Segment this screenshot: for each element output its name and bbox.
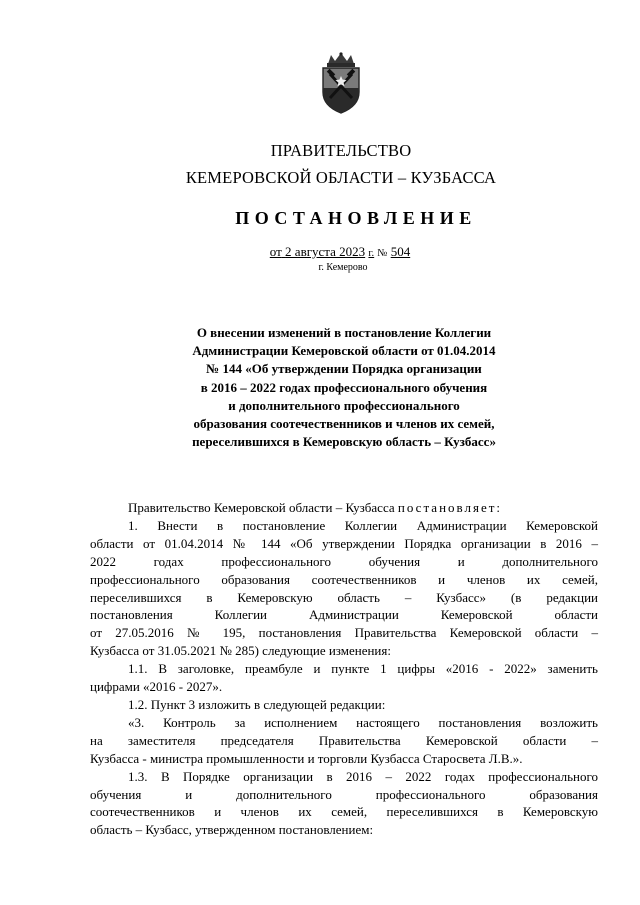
org-name-line-2: КЕМЕРОВСКОЙ ОБЛАСТИ – КУЗБАССА <box>185 168 497 187</box>
title-line: переселившихся в Кемеровскую область – Кузбасс» <box>192 434 496 450</box>
paragraph-1-line: 1. Внести в постановление Коллегии Администрации Кемеровской <box>128 517 598 533</box>
year-suffix: г. <box>368 248 375 259</box>
kuzbass-coat-of-arms-icon <box>314 52 368 114</box>
paragraph-1-3-line: 1.3. В Порядке организации в 2016 – 2022 годах профессионального <box>128 768 598 784</box>
paragraph-1-line: профессионального образования соотечественников и членов их семей, <box>90 571 598 587</box>
paragraph-1-2-quote-line: на заместителя председателя Правительства Кемеровской области – <box>90 732 598 748</box>
title-line: О внесении изменений в постановление Коллегии <box>196 325 492 340</box>
issue-city: г. Кемерово <box>318 262 368 273</box>
intro-paragraph <box>90 499 598 517</box>
paragraph-1-line: от 27.05.2016 № 195, постановления Правительства Кемеровской области – <box>90 625 598 641</box>
title-line: № 144 «Об утверждении Порядка организации <box>206 361 482 377</box>
paragraph-1-line: постановления Коллегии Администрации Кемеровской области <box>90 607 598 623</box>
document-number: 504 <box>390 244 411 259</box>
paragraph-1-3-line: обучения и дополнительного профессионального образования <box>90 786 598 802</box>
paragraph-1-line: области от 01.04.2014 № 144 «Об утверждении Порядка организации в 2016 – <box>90 535 598 551</box>
title-line: в 2016 – 2022 годах профессионального обучения <box>200 379 488 395</box>
paragraph-1-line: Кузбасса от 31.05.2021 № 285) следующие изменения: <box>90 643 391 659</box>
intro-text: Правительство Кемеровской области – Кузбасса <box>128 500 395 515</box>
document-title <box>140 324 548 451</box>
title-line: Администрации Кемеровской области от 01.04.2014 <box>192 343 496 359</box>
document-body <box>90 499 598 839</box>
paragraph-1-2: 1.2. Пункт 3 изложить в следующей редакции: <box>128 696 386 712</box>
intro-verb: постановляет: <box>397 500 503 515</box>
paragraph-1-3-line: соотечественников и членов их семей, переселившихся в Кемеровскую <box>90 804 598 820</box>
number-prefix: № <box>377 248 388 259</box>
paragraph-1-2-quote-line: Кузбасса - министра промышленности и торговли Кузбасса Старосвета Л.В.». <box>90 750 523 766</box>
paragraph-1-1-line: 1.1. В заголовке, преамбуле и пункте 1 цифры «2016 - 2022» заменить <box>128 661 598 677</box>
document-type: ПОСТАНОВЛЕНИЕ <box>235 208 477 228</box>
paragraph-1-line: 2022 годах профессионального обучения и дополнительного <box>90 553 598 569</box>
title-line: и дополнительного профессионального <box>228 397 460 413</box>
paragraph-1-1-line: цифрами «2016 - 2027». <box>90 679 223 695</box>
paragraph-1-2-quote-line: «3. Контроль за исполнением настоящего постановления возложить <box>128 714 598 730</box>
date-number-line <box>0 244 640 260</box>
title-line: образования соотечественников и членов их семей, <box>193 416 495 432</box>
date-prefix: от <box>269 244 282 259</box>
paragraph-1-3-line: область – Кузбасс, утвержденном постановлением: <box>90 822 374 838</box>
org-name-line-1: ПРАВИТЕЛЬСТВО <box>270 141 412 160</box>
paragraph-1-line: переселившихся в Кемеровскую область – Кузбасс» (в редакции <box>90 589 598 605</box>
document-date: 2 августа 2023 <box>285 244 366 259</box>
